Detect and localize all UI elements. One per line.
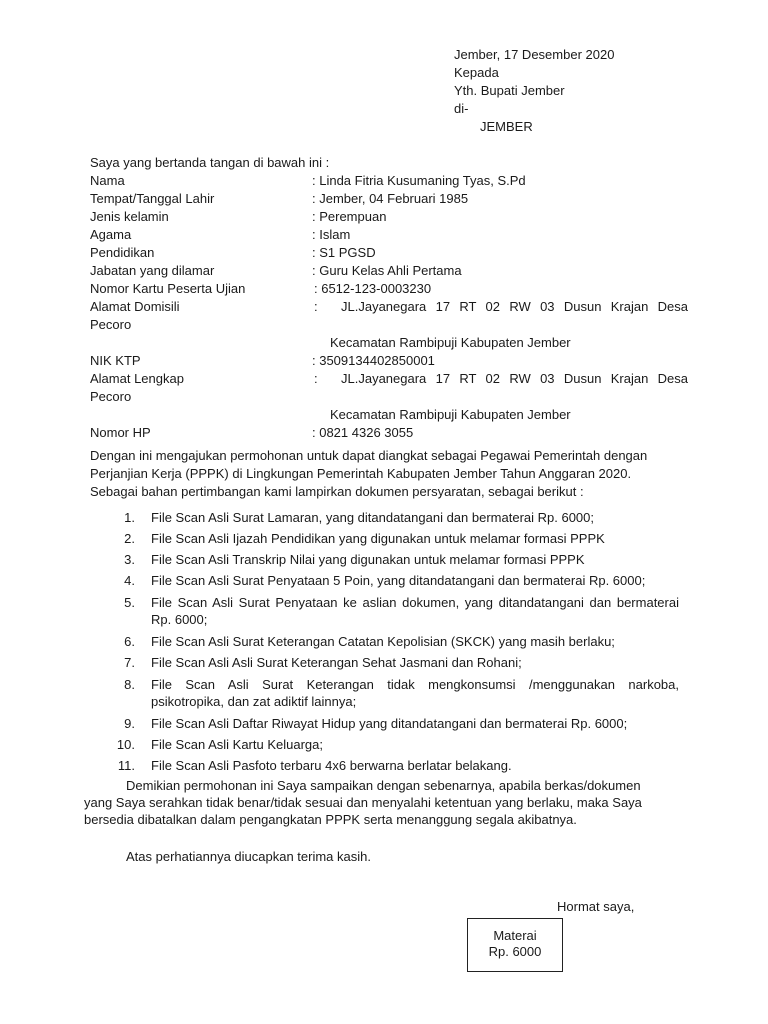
- field-value: : Islam: [312, 227, 351, 242]
- field-value: JL.Jayanegara 17 RT 02 RW 03 Dusun Krajan Desa: [341, 371, 688, 386]
- field-value: : Guru Kelas Ahli Pertama: [312, 263, 462, 278]
- field-label: Tempat/Tanggal Lahir: [90, 191, 215, 206]
- field-value-continuation: Kecamatan Rambipuji Kabupaten Jember: [330, 335, 571, 350]
- field-value: : Perempuan: [312, 209, 387, 224]
- field-value-overflow: Pecoro: [90, 389, 132, 404]
- field-value: JL.Jayanegara 17 RT 02 RW 03 Dusun Krajan Desa: [341, 299, 688, 314]
- list-number: 10.: [116, 737, 135, 752]
- field-label: Jenis kelamin: [90, 209, 169, 224]
- intro-line: Saya yang bertanda tangan di bawah ini :: [90, 155, 330, 170]
- closing-line: yang Saya serahkan tidak benar/tidak sesuai dan menyalahi ketentuan yang berlaku, maka Saya: [84, 795, 642, 810]
- field-value-overflow: Pecoro: [90, 317, 132, 332]
- paragraph-line: Perjanjian Kerja (PPPK) di Lingkungan Pemerintah Kabupaten Jember Tahun Anggaran 2020.: [90, 466, 632, 481]
- field-colon: :: [314, 299, 318, 314]
- list-item: File Scan Asli Asli Surat Keterangan Sehat Jasmani dan Rohani;: [151, 655, 522, 670]
- list-item-continuation: Rp. 6000;: [151, 612, 208, 627]
- list-item-continuation: psikotropika, dan zat adiktif lainnya;: [151, 694, 357, 709]
- list-item: File Scan Asli Surat Lamaran, yang ditandatangani dan bermaterai Rp. 6000;: [151, 510, 594, 525]
- list-item: File Scan Asli Ijazah Pendidikan yang digunakan untuk melamar formasi PPPK: [151, 531, 605, 546]
- materai-stamp-box: [467, 918, 563, 972]
- list-number: 6.: [124, 634, 135, 649]
- list-item: File Scan Asli Transkrip Nilai yang digunakan untuk melamar formasi PPPK: [151, 552, 585, 567]
- field-value: : 0821 4326 3055: [312, 425, 414, 440]
- closing-line: bersedia dibatalkan dalam pengangkatan PPPK serta menanggung segala akibatnya.: [84, 812, 577, 827]
- stamp-amount: Rp. 6000: [488, 944, 542, 959]
- list-number: 3.: [124, 552, 135, 567]
- field-label: Pendidikan: [90, 245, 155, 260]
- list-item: File Scan Asli Surat Keterangan Catatan Kepolisian (SKCK) yang masih berlaku;: [151, 634, 615, 649]
- recipient-di: di-: [454, 101, 469, 116]
- list-number: 7.: [124, 655, 135, 670]
- closing-line: Demikian permohonan ini Saya sampaikan dengan sebenarnya, apabila berkas/dokumen: [126, 778, 641, 793]
- list-number: 8.: [124, 677, 135, 692]
- field-value: : S1 PGSD: [312, 245, 376, 260]
- list-item: File Scan Asli Surat Keterangan tidak mengkonsumsi /menggunakan narkoba,: [151, 677, 679, 692]
- field-label: Alamat Domisili: [90, 299, 180, 314]
- field-label: Jabatan yang dilamar: [90, 263, 215, 278]
- field-label: Nomor HP: [90, 425, 151, 440]
- list-number: 4.: [124, 573, 135, 588]
- letter-date: Jember, 17 Desember 2020: [454, 47, 615, 62]
- stamp-label: Materai: [493, 928, 537, 943]
- field-value-continuation: Kecamatan Rambipuji Kabupaten Jember: [330, 407, 571, 422]
- list-number: 9.: [124, 716, 135, 731]
- list-item: File Scan Asli Kartu Keluarga;: [151, 737, 323, 752]
- paragraph-line: Sebagai bahan pertimbangan kami lampirkan dokumen persyaratan, sebagai berikut :: [90, 484, 584, 499]
- field-label: Nama: [90, 173, 125, 188]
- list-item: File Scan Asli Surat Penyataan 5 Poin, yang ditandatangani dan bermaterai Rp. 6000;: [151, 573, 646, 588]
- field-colon: :: [314, 371, 318, 386]
- field-value: : Jember, 04 Februari 1985: [312, 191, 469, 206]
- list-number: 5.: [124, 595, 135, 610]
- field-label: Alamat Lengkap: [90, 371, 184, 386]
- signature-greeting: Hormat saya,: [557, 899, 635, 914]
- field-label: NIK KTP: [90, 353, 141, 368]
- recipient-city: JEMBER: [480, 119, 533, 134]
- field-value: : 3509134402850001: [312, 353, 435, 368]
- list-item: File Scan Asli Pasfoto terbaru 4x6 berwarna berlatar belakang.: [151, 758, 512, 773]
- list-number: 11.: [117, 758, 135, 773]
- field-label: Nomor Kartu Peserta Ujian: [90, 281, 246, 296]
- list-item: File Scan Asli Surat Penyataan ke aslian dokumen, yang ditandatangani dan bermaterai: [151, 595, 679, 610]
- field-value: : Linda Fitria Kusumaning Tyas, S.Pd: [312, 173, 526, 188]
- list-item: File Scan Asli Daftar Riwayat Hidup yang ditandatangani dan bermaterai Rp. 6000;: [151, 716, 628, 731]
- thanks-line: Atas perhatiannya diucapkan terima kasih.: [126, 849, 371, 864]
- paragraph-line: Dengan ini mengajukan permohonan untuk dapat diangkat sebagai Pegawai Pemerintah dengan: [90, 448, 648, 463]
- field-value: : 6512-123-0003230: [314, 281, 432, 296]
- list-number: 1.: [124, 510, 135, 525]
- recipient-to: Kepada: [454, 65, 499, 80]
- field-label: Agama: [90, 227, 132, 242]
- recipient-addressee: Yth. Bupati Jember: [454, 83, 565, 98]
- list-number: 2.: [124, 531, 135, 546]
